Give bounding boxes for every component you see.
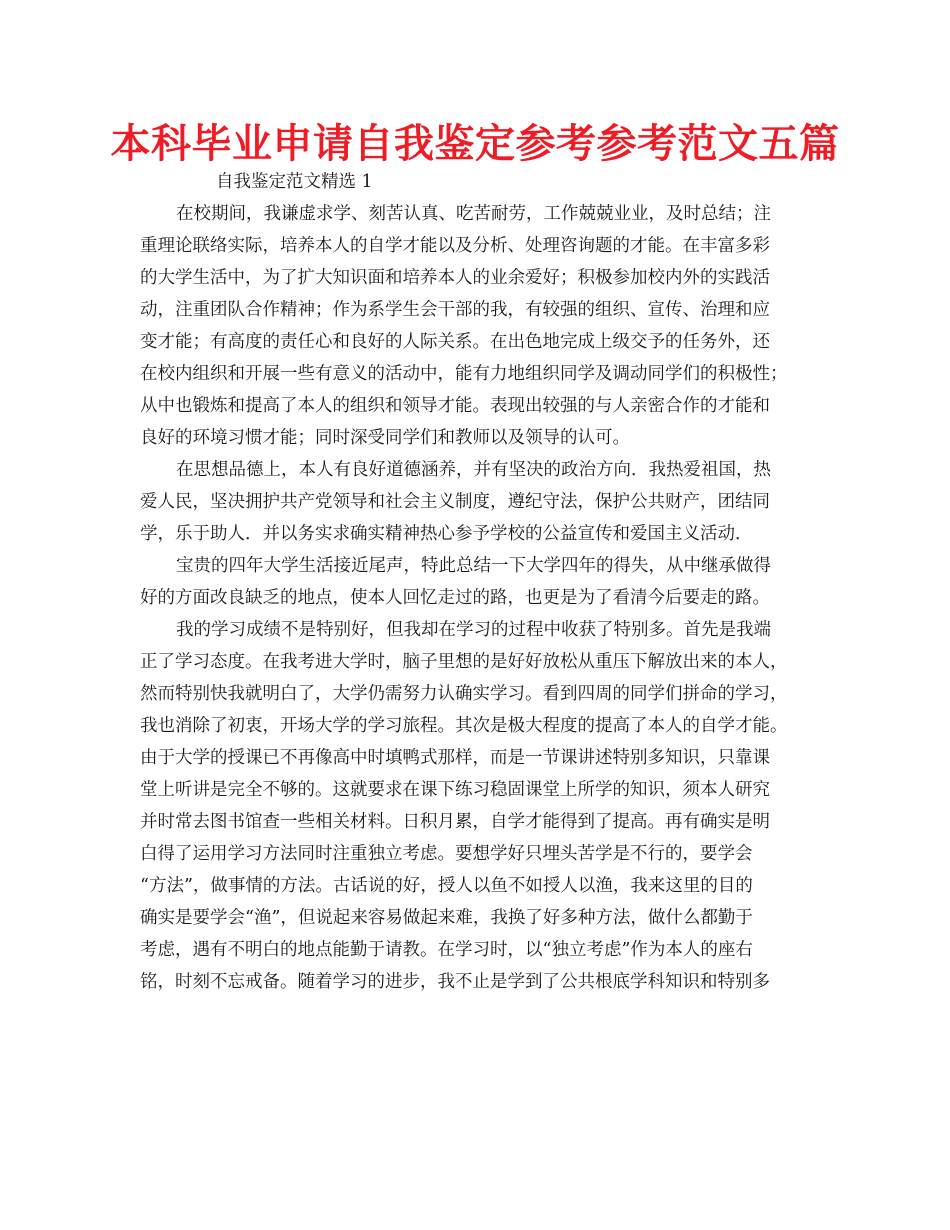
text-line: 堂上听讲是完全不够的。这就要求在课下练习稳固课堂上所学的知识，须本人研究 — [140, 780, 770, 800]
text-line: 考虑，遇有不明白的地点能勤于请教。在学习时，以“独立考虑”作为本人的座右 — [140, 940, 753, 960]
text-line: 变才能；有高度的责任心和良好的人际关系。在出色地完成上级交予的任务外，还 — [140, 332, 770, 352]
text-line: 白得了运用学习方法同时注重独立考虑。要想学好只埋头苦学是不行的，要学会 — [140, 844, 753, 864]
text-line: 的大学生活中，为了扩大知识面和培养本人的业余爱好；积极参加校内外的实践活 — [140, 268, 770, 288]
text-line: 在校内组织和开展一些有意义的活动中，能有力地组织同学及调动同学们的积极性； — [140, 364, 788, 384]
paragraph — [140, 454, 820, 550]
text-line: 好的方面改良缺乏的地点，使本人回忆走过的路，也更是为了看清今后要走的路。 — [140, 588, 770, 608]
text-line: 从中也锻炼和提高了本人的组织和领导才能。表现出较强的与人亲密合作的才能和 — [140, 396, 770, 416]
text-line: 由于大学的授课已不再像高中时填鸭式那样，而是一节课讲述特别多知识，只靠课 — [140, 748, 770, 768]
document-title: 本科毕业申请自我鉴定参考参考范文五篇 — [110, 121, 840, 167]
paragraph — [140, 550, 820, 614]
text-line: 铭，时刻不忘戒备。随着学习的进步，我不止是学到了公共根底学科知识和特别多 — [140, 972, 770, 992]
text-line: 重理论联络实际，培养本人的自学才能以及分析、处理咨询题的才能。在丰富多彩 — [140, 236, 770, 256]
text-line: 动，注重团队合作精神；作为系学生会干部的我，有较强的组织、宣传、治理和应 — [140, 300, 770, 320]
text-line: 在校期间，我谦虚求学、刻苦认真、吃苦耐劳，工作兢兢业业，及时总结；注 — [176, 204, 771, 224]
document-body — [140, 166, 820, 998]
text-line: 正了学习态度。在我考进大学时，脑子里想的是好好放松从重压下解放出来的本人， — [140, 652, 788, 672]
text-line: 学，乐于助人．并以务实求确实精神热心参予学校的公益宣传和爱国主义活动． — [140, 524, 753, 544]
text-line: 我的学习成绩不是特别好，但我却在学习的过程中收获了特别多。首先是我端 — [176, 620, 771, 640]
text-line: 宝贵的四年大学生活接近尾声，特此总结一下大学四年的得失，从中继承做得 — [176, 556, 771, 576]
text-line: 在思想品德上，本人有良好道德涵养，并有坚决的政治方向．我热爱祖国，热 — [176, 460, 771, 480]
text-line: “方法”，做事情的方法。古话说的好，授人以鱼不如授人以渔，我来这里的目的 — [140, 876, 753, 896]
paragraph — [140, 198, 820, 454]
text-line: 良好的环境习惯才能；同时深受同学们和教师以及领导的认可。 — [140, 428, 630, 448]
text-line: 并时常去图书馆查一些相关材料。日积月累，自学才能得到了提高。再有确实是明 — [140, 812, 770, 832]
text-line: 确实是要学会“渔”，但说起来容易做起来难，我换了好多种方法，做什么都勤于 — [140, 908, 753, 928]
text-line: 爱人民，坚决拥护共产党领导和社会主义制度，遵纪守法，保护公共财产，团结同 — [140, 492, 770, 512]
section-subtitle: 自我鉴定范文精选 1 — [216, 172, 373, 192]
text-line: 我也消除了初衷，开场大学的学习旅程。其次是极大程度的提高了本人的自学才能。 — [140, 716, 788, 736]
text-line: 然而特别快我就明白了，大学仍需努力认确实学习。看到四周的同学们拼命的学习， — [140, 684, 788, 704]
paragraph — [140, 614, 820, 998]
